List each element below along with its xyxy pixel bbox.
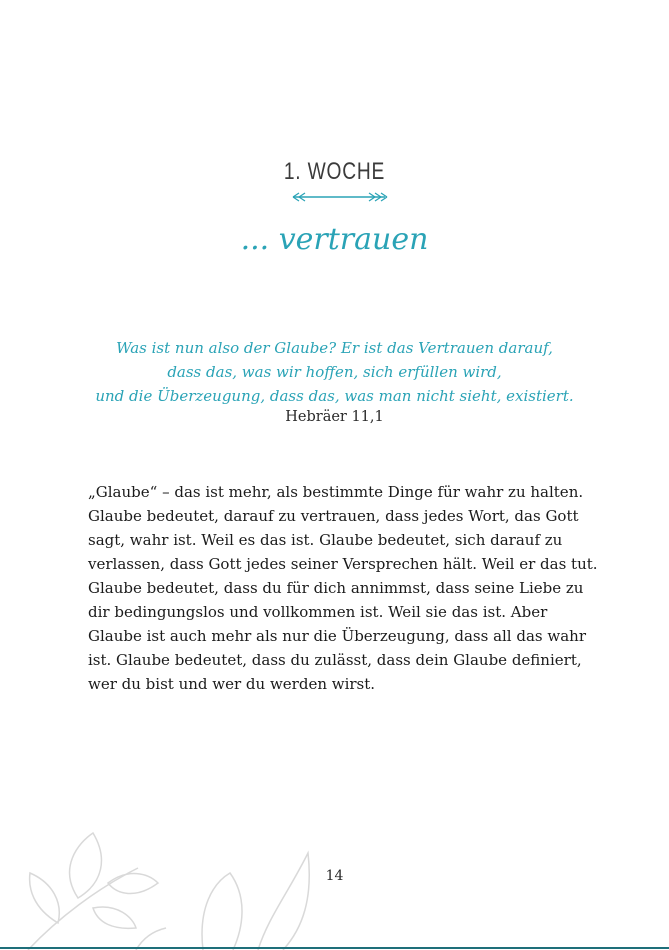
quote-reference: Hebräer 11,1: [285, 409, 384, 425]
body-line: sagt, wahr ist. Weil es das ist. Glaube bedeutet, sich darauf zu: [88, 531, 563, 549]
quote-line: dass das, was wir hoffen, sich erfüllen wird,: [167, 363, 502, 381]
quote-line: Was ist nun also der Glaube? Er ist das Vertrauen darauf,: [116, 339, 553, 357]
body-paragraph: [88, 480, 598, 696]
body-line: dir bedingungslos und vollkommen ist. Weil sie das ist. Aber: [88, 603, 548, 621]
quote-line: und die Überzeugung, dass das, was man nicht sieht, existiert.: [95, 387, 574, 405]
week-title: 1. WOCHE: [283, 158, 386, 185]
chapter-subtitle: ... vertrauen: [240, 222, 429, 257]
body-line: Glaube ist auch mehr als nur die Überzeugung, dass all das wahr: [88, 627, 586, 645]
body-line: wer du bist und wer du werden wirst.: [88, 675, 376, 693]
bible-quote: [0, 336, 669, 408]
body-line: Glaube bedeutet, darauf zu vertrauen, dass jedes Wort, das Gott: [88, 507, 579, 525]
leaf-branch-icon: [18, 828, 318, 950]
body-line: ist. Glaube bedeutet, dass du zulässt, dass dein Glaube definiert,: [88, 651, 582, 669]
page-number: 14: [325, 868, 344, 884]
body-line: verlassen, dass Gott jedes seiner Versprechen hält. Weil er das tut.: [88, 555, 598, 573]
body-line: Glaube bedeutet, dass du für dich annimmst, dass seine Liebe zu: [88, 579, 584, 597]
arrow-right-icon: [291, 190, 389, 204]
body-line: „Glaube“ – das ist mehr, als bestimmte Dinge für wahr zu halten.: [88, 483, 584, 501]
bottom-border: [0, 947, 669, 949]
